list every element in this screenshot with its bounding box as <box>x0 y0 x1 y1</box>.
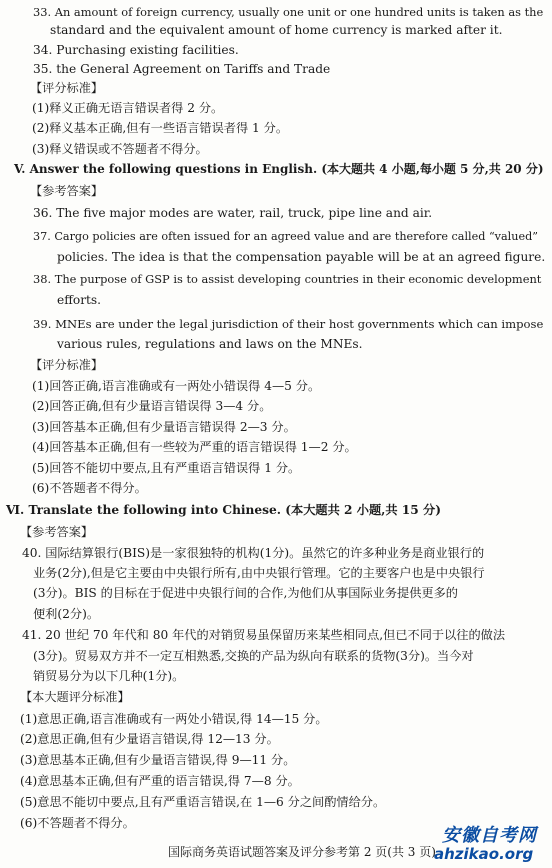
text-line: 35. the General Agreement on Tariffs and Trade <box>33 62 331 76</box>
text-line: (5)意思不能切中要点,且有严重语言错误,在 1—6 分之间酌情给分。 <box>20 795 386 809</box>
text-line: 业务(2分),但是它主要由中央银行所有,由中央银行管理。它的主要客户也是中央银行 <box>33 566 485 580</box>
text-line: 【本大题评分标准】 <box>20 690 130 704</box>
watermark-url: ahzikao.org <box>434 845 534 863</box>
text-line: (2)意思正确,但有少量语言错误,得 12—13 分。 <box>20 732 279 746</box>
text-line: 【参考答案】 <box>20 525 94 539</box>
text-line: 40. 国际结算银行(BIS)是一家很独特的机构(1分)。虽然它的许多种业务是商业银行的 <box>22 546 485 560</box>
text-line: V. Answer the following questions in English. (本大题共 4 小题,每小题 5 分,共 20 分) <box>14 162 544 176</box>
text-line: (3分)。贸易双方并不一定互相熟悉,交换的产品为纵向有联系的货物(3分)。当今对 <box>33 649 474 663</box>
text-line: 39. MNEs are under the legal jurisdiction of their host governments which can impose <box>33 317 544 331</box>
text-line: standard and the equivalent amount of home currency is marked after it. <box>50 23 503 37</box>
text-line: various rules, regulations and laws on the MNEs. <box>57 337 363 351</box>
text-line: 38. The purpose of GSP is to assist developing countries in their economic development <box>33 272 542 286</box>
page-footer: 国际商务英语试题答案及评分参考第 2 页(共 3 页) <box>168 845 436 859</box>
text-line: 37. Cargo policies are often issued for an agreed value and are therefore called “valued” <box>33 230 538 243</box>
text-line: (4)意思基本正确,但有严重的语言错误,得 7—8 分。 <box>20 774 300 788</box>
text-line: (3)意思基本正确,但有少量语言错误,得 9—11 分。 <box>20 753 296 767</box>
text-line: (1)意思正确,语言准确或有一两处小错误,得 14—15 分。 <box>20 712 328 726</box>
text-line: (1)释义正确无语言错误者得 2 分。 <box>32 101 224 115</box>
text-line: (3)回答基本正确,但有少量语言错误得 2—3 分。 <box>32 420 296 434</box>
watermark-logo: 安徽自考网 <box>442 825 537 846</box>
text-line: (1)回答正确,语言准确或有一两处小错误得 4—5 分。 <box>32 379 321 393</box>
text-line: 【评分标准】 <box>30 81 104 95</box>
text-line: (5)回答不能切中要点,且有严重语言错误得 1 分。 <box>32 461 301 475</box>
text-line: 34. Purchasing existing facilities. <box>33 43 239 57</box>
text-line: 【评分标准】 <box>30 358 104 372</box>
text-line: 便利(2分)。 <box>33 607 100 621</box>
text-line: (3)释义错误或不答题者不得分。 <box>32 142 208 156</box>
text-line: (6)不答题者不得分。 <box>20 816 135 830</box>
text-line: 41. 20 世纪 70 年代和 80 年代的对销贸易虽保留历来某些相同点,但已不同于以往的做法 <box>22 628 506 642</box>
text-line: 【参考答案】 <box>30 184 104 198</box>
text-line: (6)不答题者不得分。 <box>32 481 147 495</box>
text-line: (3分)。BIS 的目标在于促进中央银行间的合作,为他们从事国际业务提供更多的 <box>33 586 458 600</box>
text-line: 33. An amount of foreign currency, usually one unit or one hundred units is taken as the <box>33 5 544 19</box>
text-line: policies. The idea is that the compensation payable will be at an agreed figure. <box>57 250 546 264</box>
text-line: (2)回答正确,但有少量语言错误得 3—4 分。 <box>32 399 272 413</box>
text-line: (2)释义基本正确,但有一些语言错误者得 1 分。 <box>32 121 289 135</box>
text-line: Ⅵ. Translate the following into Chinese. (本大题共 2 小题,共 15 分) <box>6 503 441 517</box>
text-line: 销贸易分为以下几种(1分)。 <box>33 669 185 683</box>
text-line: efforts. <box>57 293 102 307</box>
text-line: (4)回答基本正确,但有一些较为严重的语言错误得 1—2 分。 <box>32 440 357 454</box>
text-line: 36. The five major modes are water, rail, truck, pipe line and air. <box>33 206 433 220</box>
